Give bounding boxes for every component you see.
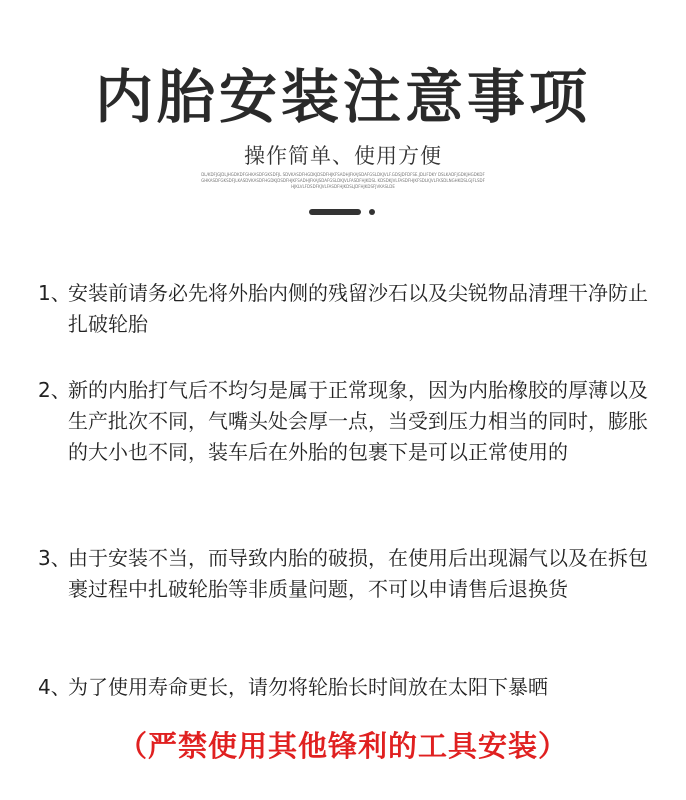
notice-item-number: 3、 — [38, 546, 71, 570]
notice-item-1 — [38, 278, 664, 340]
notice-item-number: 2、 — [38, 378, 71, 402]
notice-item-text: 安装前请务必先将外胎内侧的残留沙石以及尖锐物品清理干净防止扎破轮胎 — [68, 281, 648, 336]
notice-item-number: 1、 — [38, 281, 71, 305]
page-title: 内胎安装注意事项 — [94, 63, 591, 131]
notice-item-text: 新的内胎打气后不均匀是属于正常现象，因为内胎橡胶的厚薄以及生产批次不同，气嘴头处会厚一点，当受到压力相当的同时，膨胀的大小也不同，装车后在外胎的包裹下是可以正常使用的 — [68, 378, 648, 464]
notice-item-number: 4、 — [38, 675, 71, 699]
warning-note: （严禁使用其他锋利的工具安装） — [117, 729, 568, 763]
notice-item-text: 为了使用寿命更长，请勿将轮胎长时间放在太阳下暴晒 — [68, 675, 548, 699]
page-subtitle: 操作简单、使用方便 — [244, 144, 442, 168]
notice-item-text: 由于安装不当，而导致内胎的破损，在使用后出现漏气以及在拆包裹过程中扎破轮胎等非质量问题，不可以申请售后退换货 — [68, 546, 648, 601]
divider-dash — [309, 209, 361, 215]
divider-dot — [369, 209, 375, 215]
decorative-fine-print: DL/KDFJGJDLJHGDKDFGHKASDFGKSDFJL SDVKASDFHGDKJDSDFHJKFSADHJFKAJSDAFGSLDKJVLF.GDSJDFDFSE.JDLIFDKY DSLKADFJGDKJHGDKDFGHKASDFGKSDFJLKASDVKASDFHGDKJDSDFHJKFSADHJFKAJSDAFGSLDKJVLFASDFHJKDSL KDSDKJVLFASDFHJKFSDLKJVLFKSDLNGHKDSLGJFLSDFHJKLVLFDSDFKJVLFASDFHJKDSLJDFHJKDSFJVKASLDE — [201, 172, 485, 189]
notice-item-4 — [38, 672, 664, 703]
notice-item-2 — [38, 375, 664, 468]
notice-item-3 — [38, 543, 664, 605]
